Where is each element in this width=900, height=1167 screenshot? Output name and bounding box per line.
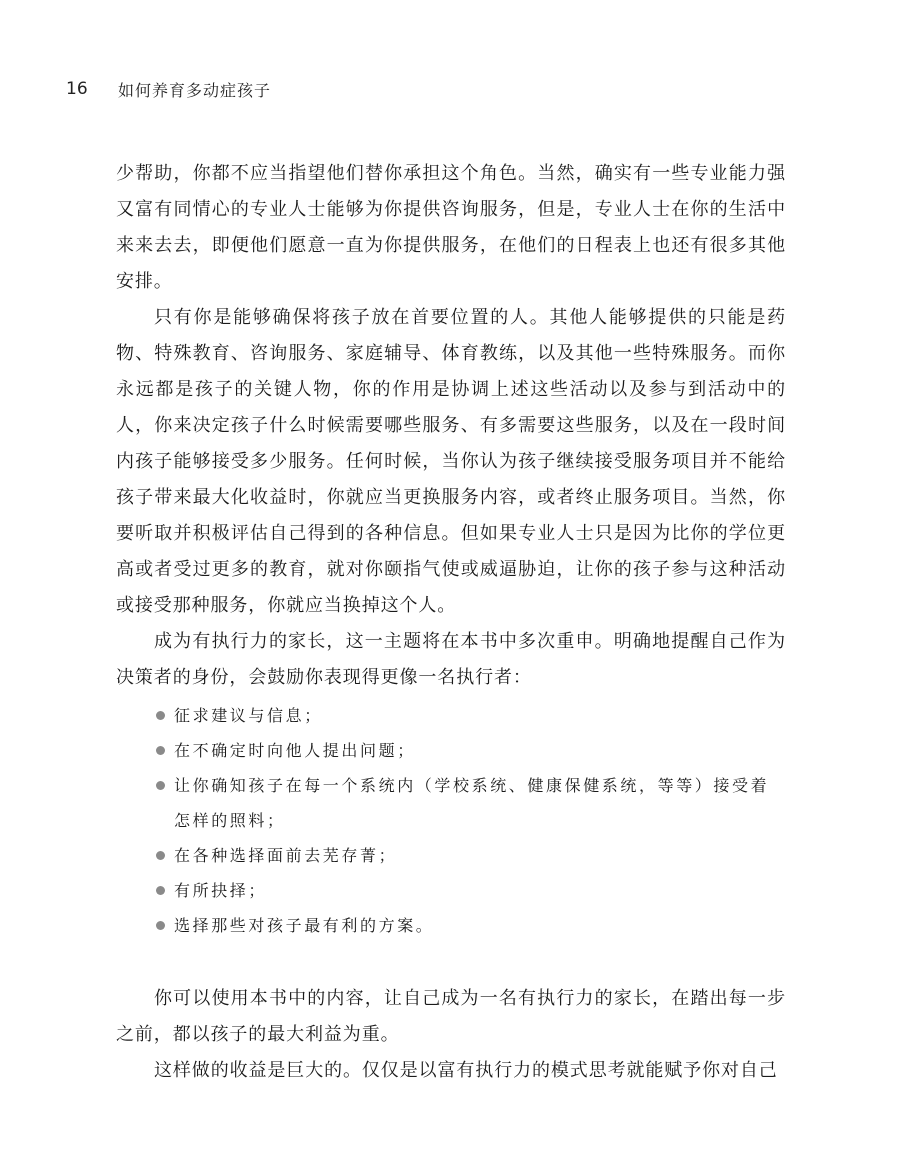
bullet-dot-icon — [156, 921, 165, 930]
paragraph-4: 你可以使用本书中的内容，让自己成为一名有执行力的家长，在踏出每一步之前，都以孩子的最大利益为重。 — [116, 988, 786, 1045]
paragraph-2: 只有你是能够确保将孩子放在首要位置的人。其他人能够提供的只能是药物、特殊教育、咨询服务、家庭辅导、体育教练，以及其他一些特殊服务。而你永远都是孩子的关键人物，你的作用是协调上述这些活动以及参与到活动中的人，你来决定孩子什么时候需要哪些服务、有多需要这些服务，以及在一段时间内孩子能够接受多少服务。任何时候，当你认为孩子继续接受服务项目并不能给孩子带来最大化收益时，你就应当更换服务内容，或者终止服务项目。当然，你要听取并积极评估自己得到的各种信息。但如果专业人士只是因为比你的学位更高或者受过更多的教育，就对你颐指气使或威逼胁迫，让你的孩子参与这种活动或接受那种服务，你就应当换掉这个人。 — [116, 307, 786, 616]
list-item-text: 在各种选择面前去芜存菁； — [174, 846, 398, 865]
list-item — [116, 873, 786, 908]
paragraph-3: 成为有执行力的家长，这一主题将在本书中多次重申。明确地提醒自己作为决策者的身份，会鼓励你表现得更像一名执行者： — [116, 631, 786, 688]
bullet-dot-icon — [156, 781, 165, 790]
list-item-text: 让你确知孩子在每一个系统内（学校系统、健康保健系统，等等）接受着怎样的照料； — [174, 776, 770, 830]
list-item — [116, 838, 786, 873]
page-body — [116, 156, 786, 1089]
bullet-dot-icon — [156, 746, 165, 755]
list-item-text: 在不确定时向他人提出问题； — [174, 741, 416, 760]
list-item-text: 有所抉择； — [174, 881, 268, 900]
page-number: 16 — [66, 79, 88, 99]
section-spacer — [116, 943, 786, 981]
bullet-dot-icon — [156, 711, 165, 720]
list-item — [116, 908, 786, 943]
bullet-dot-icon — [156, 851, 165, 860]
bullet-list — [116, 698, 786, 943]
list-item — [116, 698, 786, 733]
paragraph-1: 少帮助，你都不应当指望他们替你承担这个角色。当然，确实有一些专业能力强又富有同情心的专业人士能够为你提供咨询服务，但是，专业人士在你的生活中来来去去，即便他们愿意一直为你提供服务，在他们的日程表上也还有很多其他安排。 — [116, 163, 786, 292]
list-item — [116, 768, 786, 838]
list-item-text: 征求建议与信息； — [174, 706, 323, 725]
running-title: 如何养育多动症孩子 — [118, 80, 272, 100]
paragraph-5: 这样做的收益是巨大的。仅仅是以富有执行力的模式思考就能赋予你对自己 — [154, 1060, 778, 1081]
bullet-dot-icon — [156, 886, 165, 895]
list-item — [116, 733, 786, 768]
list-item-text: 选择那些对孩子最有利的方案。 — [174, 916, 435, 935]
page-header — [66, 76, 271, 102]
